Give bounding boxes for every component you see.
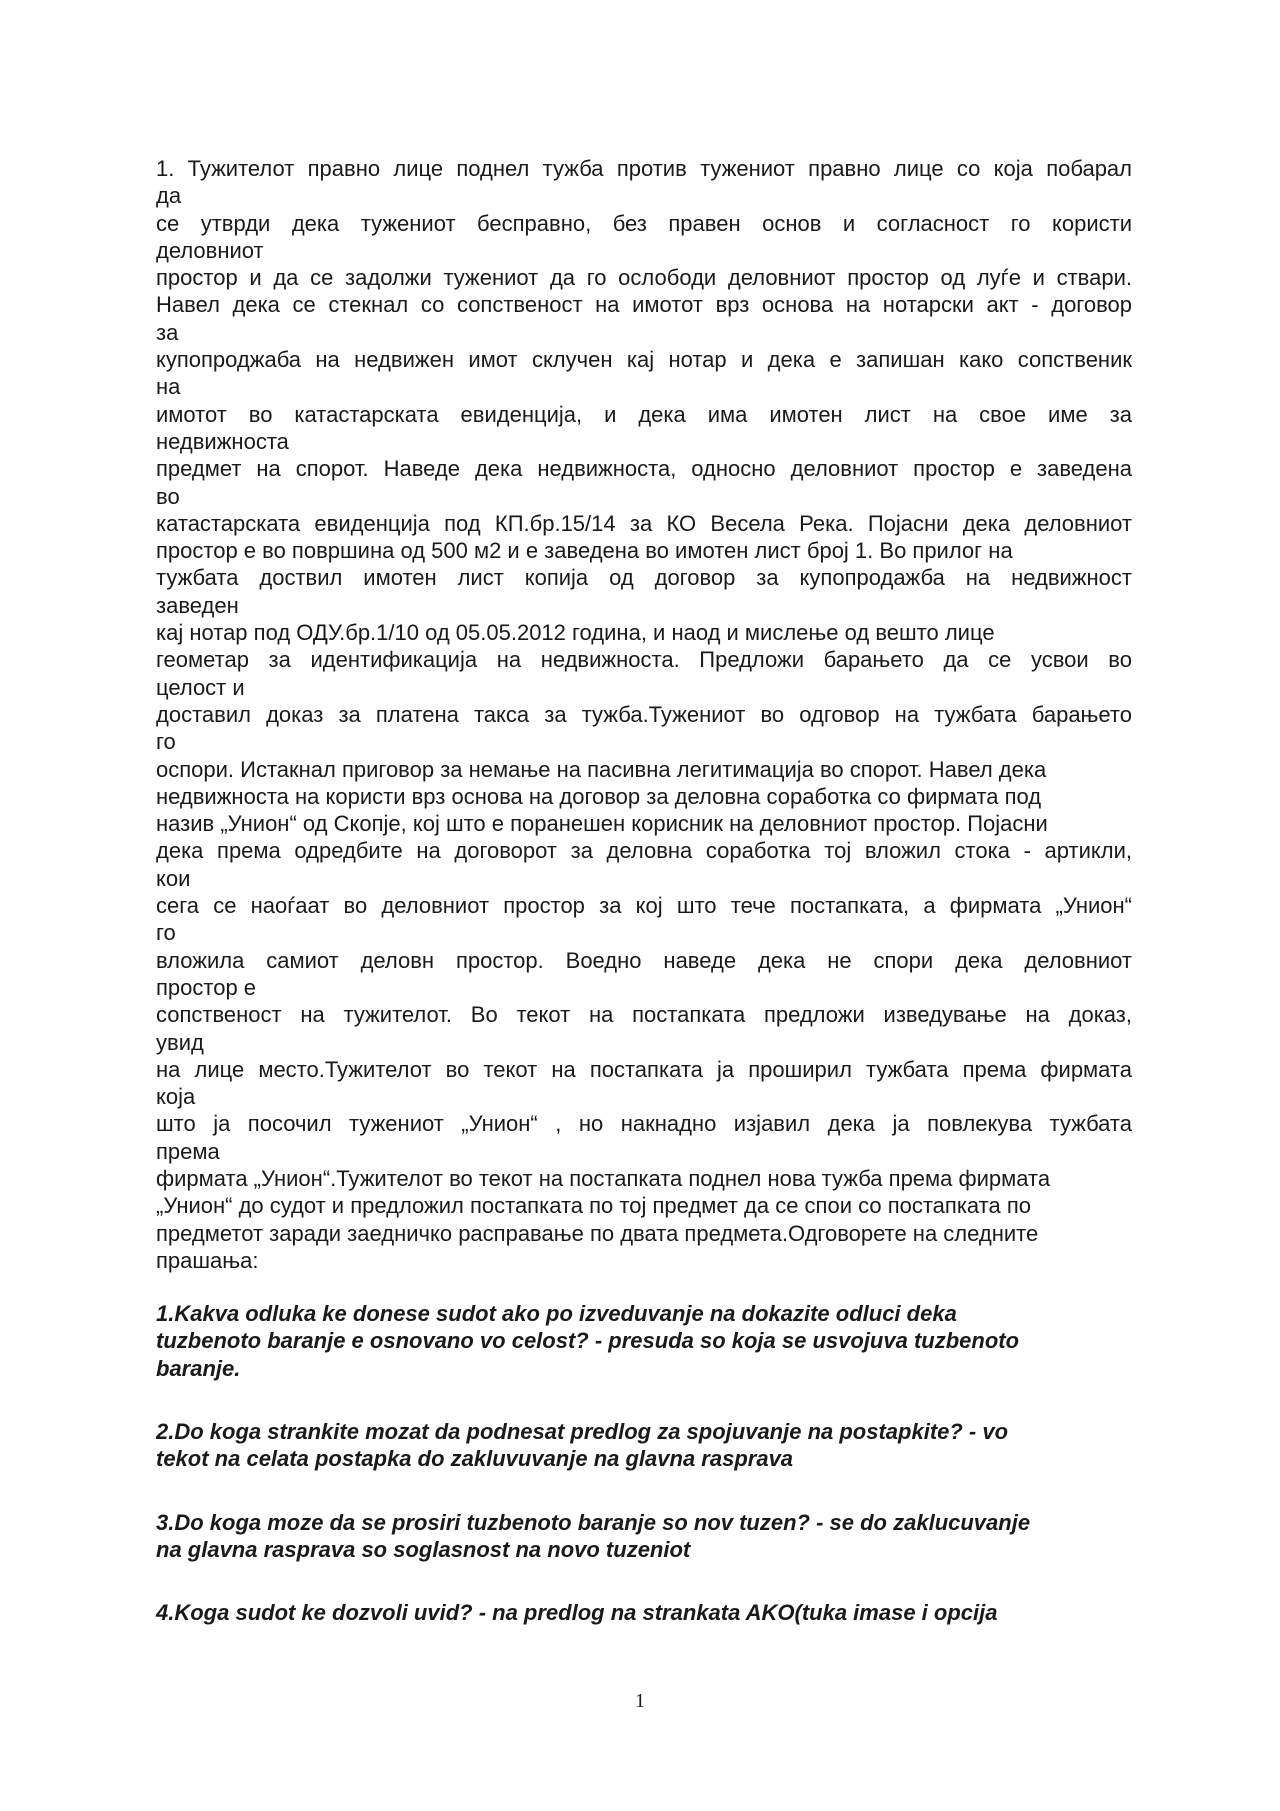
paragraph-line: што ја посочил тужениот „Унион“ , но накнадно изјавил дека ја повлекува тужбата	[156, 1111, 1132, 1137]
paragraph-line: назив „Унион“ од Скопје, кој што е поранешен корисник на деловниот простор. Појасни	[156, 811, 1048, 837]
paragraph-line: имотот во катастарската евиденција, и дека има имотен лист на свое име за	[156, 401, 1132, 427]
paragraph-line: сега се наоѓаат во деловниот простор за кој што тече постапката, а фирмата „Унион“	[156, 893, 1132, 919]
paragraph-line: која	[156, 1084, 196, 1110]
question-line: 1.Kakva odluka ke donese sudot ako po izveduvanje na dokazite odluci deka	[156, 1301, 957, 1327]
paragraph-line: Навел дека се стекнал со сопственост на имотот врз основа на нотарски акт - договор	[156, 292, 1132, 318]
question-answer-1	[156, 1300, 1132, 1382]
question-line: 2.Do koga strankite mozat da podnesat predlog za spojuvanje na postapkite? - vo	[156, 1419, 1009, 1445]
paragraph-line: оспори. Истакнал приговор за немање на пасивна легитимација во спорот. Навел дека	[156, 756, 1047, 782]
paragraph-line: увид	[156, 1029, 204, 1055]
paragraph-line: заведен	[156, 592, 239, 618]
paragraph-line: простор и да се задолжи тужениот да го ослободи деловниот простор од луѓе и ствари.	[156, 265, 1132, 291]
page-number: 1	[635, 1690, 645, 1712]
paragraph-line: предмет на спорот. Наведе дека недвижноста, односно деловниот простор е заведена	[156, 456, 1132, 482]
question-line: 3.Do koga moze da se prosiri tuzbenoto baranje so nov tuzen? - se do zaklucuvanje	[156, 1509, 1031, 1535]
paragraph-line: геометар за идентификација на недвижноста. Предложи барањето да се усвои во	[156, 647, 1132, 673]
paragraph-line: доставил доказ за платена такса за тужба.Тужениот во одговор на тужбата барањето	[156, 701, 1132, 727]
paragraph-line: кои	[156, 865, 191, 891]
paragraph-line: простор е	[156, 974, 257, 1000]
paragraph-line: 1. Тужителот правно лице поднел тужба против тужениот правно лице со која побарал	[156, 156, 1132, 181]
question-line: 4.Koga sudot ke dozvoli uvid? - na predlog na strankata AKO(tuka imase i opcija	[156, 1600, 998, 1626]
paragraph-line: тужбата доствил имотен лист копија од договор за купопродажба на недвижност	[156, 565, 1132, 591]
paragraph-line: на	[156, 374, 181, 400]
question-line: na glavna rasprava so soglasnost na novo tuzeniot	[156, 1536, 691, 1562]
paragraph-line: го	[156, 729, 176, 755]
paragraph-line: предметот заради заедничко расправање по двата предмета.Одговорете на следните	[156, 1220, 1039, 1246]
paragraph-line: „Унион“ до судот и предложил постапката по тој предмет да се спои со постапката по	[156, 1193, 1032, 1219]
question-answer-3	[156, 1509, 1132, 1564]
question-answer-4	[156, 1599, 1132, 1626]
paragraph-line: кај нотар под ОДУ.бр.1/10 од 05.05.2012 година, и наод и мислење од вешто лице	[156, 620, 995, 646]
paragraph-line: дека према одредбите на договорот за деловна соработка тој вложил стока - артикли,	[156, 838, 1132, 864]
paragraph-line: прашања:	[156, 1247, 259, 1273]
paragraph-line: сопственост на тужителот. Во текот на постапката предложи изведување на доказ,	[156, 1002, 1132, 1028]
paragraph-line: купопроджаба на недвижен имот склучен кај нотар и дека е запишан како сопственик	[156, 347, 1132, 373]
paragraph-line: вложила самиот деловн простор. Воедно наведе дека не спори дека деловниот	[156, 947, 1132, 973]
question-line: tuzbenoto baranje e osnovano vo celost? - presuda so koja se usvojuva tuzbenoto	[156, 1328, 1020, 1354]
paragraph-line: катастарската евиденција под КП.бр.15/14 за КО Весела Река. Појасни дека деловниот	[156, 510, 1132, 536]
question-line: baranje.	[156, 1355, 241, 1381]
paragraph-line: да	[156, 183, 182, 209]
paragraph-line: према	[156, 1138, 220, 1164]
paragraph-line: целост и	[156, 674, 245, 700]
paragraph-line: простор е во површина од 500 м2 и е заведена во имотен лист број 1. Во прилог на	[156, 538, 1013, 564]
paragraph-line: недвижноста	[156, 428, 289, 454]
case-description-paragraph	[156, 155, 1132, 1274]
paragraph-line: деловниот	[156, 237, 264, 263]
paragraph-line: го	[156, 920, 176, 946]
paragraph-line: недвижноста на користи врз основа на договор за деловна соработка со фирмата под	[156, 783, 1042, 809]
document-page	[156, 155, 1132, 1627]
paragraph-line: се утврди дека тужениот бесправно, без правен основ и согласност го користи	[156, 210, 1132, 236]
paragraph-line: во	[156, 483, 180, 509]
paragraph-line: на лице место.Тужителот во текот на постапката ја проширил тужбата према фирмата	[156, 1056, 1132, 1082]
paragraph-line: фирмата „Унион“.Тужителот во текот на постапката поднел нова тужба према фирмата	[156, 1165, 1051, 1191]
question-line: tekot na celata postapka do zakluvuvanje na glavna rasprava	[156, 1446, 794, 1472]
paragraph-line: за	[156, 319, 179, 345]
question-answer-2	[156, 1418, 1132, 1473]
